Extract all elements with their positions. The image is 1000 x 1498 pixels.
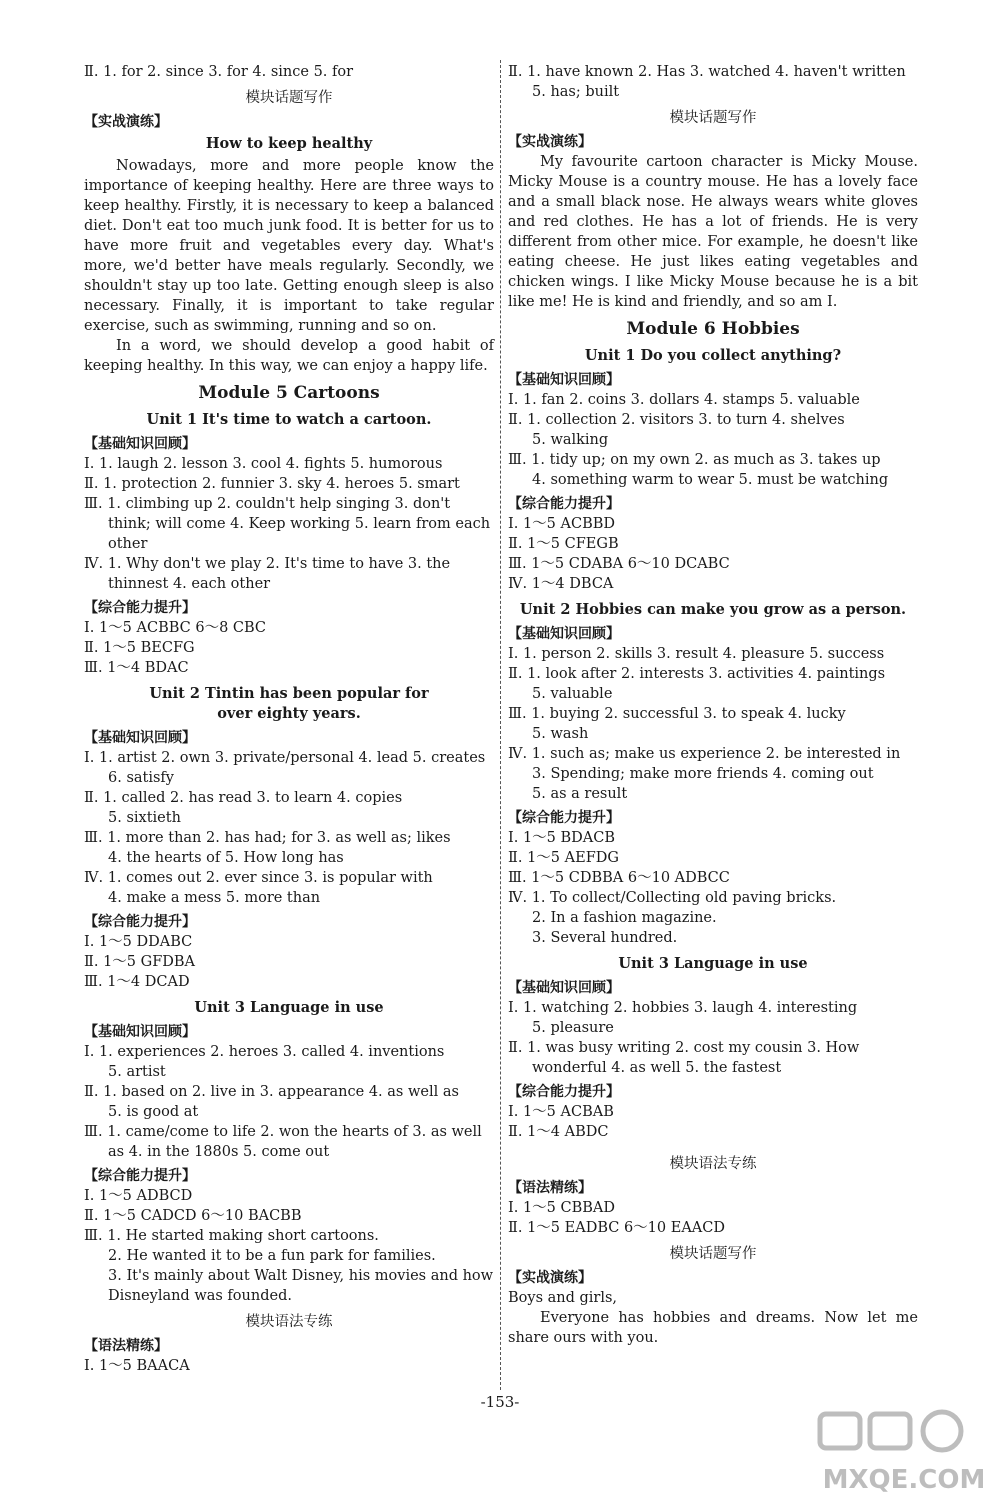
essay-title: How to keep healthy bbox=[205, 135, 373, 152]
answer-line: Ⅲ. 1～4 BDAC bbox=[84, 660, 189, 676]
section-heading-grammar: 模块语法专练 bbox=[245, 1314, 333, 1330]
answer-line: Ⅱ. 1. collection 2. visitors 3. to turn 4. shelves bbox=[508, 412, 845, 428]
unit-title: Unit 3 Language in use bbox=[194, 999, 384, 1016]
comprehensive-heading: 【综合能力提升】 bbox=[84, 1168, 196, 1184]
practice-heading: 【实战演练】 bbox=[508, 134, 592, 150]
answer-line: Ⅰ. 1～5 ACBAB bbox=[508, 1104, 614, 1120]
answer-line: Ⅰ. 1～5 BDACB bbox=[508, 830, 616, 846]
left-column bbox=[84, 62, 494, 1376]
answer-line: 5. artist bbox=[108, 1064, 166, 1080]
answer-line: 5. walking bbox=[532, 432, 609, 448]
basic-knowledge-heading: 【基础知识回顾】 bbox=[84, 436, 196, 452]
answer-line: Ⅰ. 1～5 ACBBD bbox=[508, 516, 616, 532]
unit-title: over eighty years. bbox=[217, 705, 361, 722]
practice-heading: 【实战演练】 bbox=[84, 114, 168, 130]
answer-line: 5. as a result bbox=[532, 786, 628, 802]
right-column bbox=[508, 62, 918, 1348]
comprehensive-heading: 【综合能力提升】 bbox=[508, 810, 620, 826]
answer-line: Ⅰ. 1～5 BAACA bbox=[84, 1358, 190, 1374]
answer-line: Ⅱ. 1～4 ABDC bbox=[508, 1124, 609, 1140]
unit-title: Unit 2 Hobbies can make you grow as a person. bbox=[519, 601, 907, 618]
answer-line: 5. pleasure bbox=[532, 1020, 614, 1036]
answer-line: think; will come 4. Keep working 5. learn from each bbox=[108, 516, 491, 532]
answer-line: 5. has; built bbox=[532, 84, 620, 100]
section-heading-grammar: 模块语法专练 bbox=[669, 1156, 757, 1172]
answer-line: as 4. in the 1880s 5. come out bbox=[108, 1144, 330, 1160]
answer-line: Ⅲ. 1. He started making short cartoons. bbox=[84, 1228, 379, 1244]
answer-line: 5. sixtieth bbox=[108, 810, 181, 826]
answer-line: Ⅰ. 1～5 ACBBC 6～8 CBC bbox=[84, 620, 267, 636]
essay-paragraph: In a word, we should develop a good habit of keeping healthy. In this way, we can enjoy a happy life. bbox=[84, 338, 494, 374]
basic-knowledge-heading: 【基础知识回顾】 bbox=[508, 626, 620, 642]
essay-paragraph: Nowadays, more and more people know the importance of keeping healthy. Here are three ways to keep healthy. Firstly, it is necessary to keep a balanced diet. Don't eat too much junk food. It is better for us to have more fruit and vegetables every day. What's more, we'd better have meals regularly. Secondly, we shouldn't stay up too late. Getting enough sleep is also necessary. Finally, it is important to take regular exercise, such as swimming, running and so on. bbox=[84, 158, 494, 334]
module-title: Module 5 Cartoons bbox=[198, 383, 380, 403]
answer-line: Ⅰ. 1. watching 2. hobbies 3. laugh 4. interesting bbox=[508, 1000, 858, 1016]
answer-line: Ⅰ. 1. fan 2. coins 3. dollars 4. stamps 5. valuable bbox=[508, 392, 860, 408]
comprehensive-heading: 【综合能力提升】 bbox=[84, 600, 196, 616]
essay-paragraph: My favourite cartoon character is Micky Mouse. Micky Mouse is a country mouse. He has a lovely face and a small black nose. He always wears white gloves and red clothes. He has a lot of friends. He is very different from other mice. For example, he doesn't like eating cheese. He just likes eating vegetables and chicken wings. I like Micky Mouse because he is a bit like me! He is kind and friendly, and so am I. bbox=[508, 154, 918, 310]
comprehensive-heading: 【综合能力提升】 bbox=[508, 1084, 620, 1100]
answer-line: 3. Spending; make more friends 4. coming out bbox=[532, 766, 874, 782]
answer-line: 4. make a mess 5. more than bbox=[108, 890, 321, 906]
unit-title: Unit 3 Language in use bbox=[618, 955, 808, 972]
answer-line: Ⅳ. 1. comes out 2. ever since 3. is popular with bbox=[84, 870, 433, 886]
answer-line: Ⅰ. 1～5 DDABC bbox=[84, 934, 193, 950]
answer-line: Ⅱ. 1. based on 2. live in 3. appearance 4. as well as bbox=[84, 1084, 459, 1100]
answer-line: 2. In a fashion magazine. bbox=[532, 910, 717, 926]
unit-title: Unit 2 Tintin has been popular for bbox=[149, 685, 429, 702]
answer-line: Ⅰ. 1. person 2. skills 3. result 4. pleasure 5. success bbox=[508, 646, 885, 662]
watermark-logo bbox=[808, 1408, 996, 1494]
answer-line: Ⅱ. 1～5 AEFDG bbox=[508, 850, 619, 866]
basic-knowledge-heading: 【基础知识回顾】 bbox=[84, 730, 196, 746]
answer-line: Ⅱ. 1. have known 2. Has 3. watched 4. haven't written bbox=[508, 64, 906, 80]
answer-line: Ⅳ. 1. Why don't we play 2. It's time to have 3. the bbox=[84, 556, 451, 572]
answer-line: Ⅱ. 1～5 EADBC 6～10 EAACD bbox=[508, 1220, 725, 1236]
comprehensive-heading: 【综合能力提升】 bbox=[508, 496, 620, 512]
answer-line: Ⅰ. 1. laugh 2. lesson 3. cool 4. fights 5. humorous bbox=[84, 456, 443, 472]
answer-line: 5. is good at bbox=[108, 1104, 199, 1120]
essay-line: Boys and girls, bbox=[508, 1290, 618, 1306]
answer-line: 6. satisfy bbox=[108, 770, 174, 786]
answer-line: Ⅱ. 1. for 2. since 3. for 4. since 5. for bbox=[84, 64, 354, 80]
essay-paragraph: Everyone has hobbies and dreams. Now let me share ours with you. bbox=[508, 1310, 918, 1346]
answer-line: Ⅰ. 1. experiences 2. heroes 3. called 4. inventions bbox=[84, 1044, 445, 1060]
basic-knowledge-heading: 【基础知识回顾】 bbox=[508, 980, 620, 996]
answer-line: Ⅲ. 1. came/come to life 2. won the hearts of 3. as well bbox=[84, 1124, 482, 1140]
answer-line: Ⅱ. 1～5 CADCD 6～10 BACBB bbox=[84, 1208, 302, 1224]
section-heading-writing: 模块话题写作 bbox=[669, 1246, 757, 1262]
answer-line: thinnest 4. each other bbox=[108, 576, 271, 592]
answer-line: Ⅲ. 1. tidy up; on my own 2. as much as 3. takes up bbox=[508, 452, 881, 468]
page-number: -153- bbox=[480, 1393, 520, 1411]
answer-line: Ⅲ. 1～4 DCAD bbox=[84, 974, 190, 990]
answer-line: 3. It's mainly about Walt Disney, his movies and how bbox=[108, 1268, 494, 1284]
answer-line: Ⅱ. 1. called 2. has read 3. to learn 4. copies bbox=[84, 790, 403, 806]
answer-line: Ⅲ. 1～5 CDABA 6～10 DCABC bbox=[508, 556, 730, 572]
answer-line: Ⅳ. 1～4 DBCA bbox=[508, 576, 614, 592]
answer-line: 5. wash bbox=[532, 726, 589, 742]
answer-line: Ⅲ. 1～5 CDBBA 6～10 ADBCC bbox=[508, 870, 730, 886]
grammar-practice-heading: 【语法精练】 bbox=[84, 1338, 168, 1354]
answer-line: 2. He wanted it to be a fun park for families. bbox=[108, 1248, 436, 1264]
answer-line: Ⅳ. 1. To collect/Collecting old paving bricks. bbox=[508, 890, 837, 906]
answer-line: wonderful 4. as well 5. the fastest bbox=[532, 1060, 782, 1076]
answer-line: Ⅱ. 1. look after 2. interests 3. activities 4. paintings bbox=[508, 666, 886, 682]
comprehensive-heading: 【综合能力提升】 bbox=[84, 914, 196, 930]
watermark-text: MXQE.COM bbox=[822, 1465, 986, 1494]
answer-line: Ⅲ. 1. climbing up 2. couldn't help singing 3. don't bbox=[84, 496, 451, 512]
answer-line: 3. Several hundred. bbox=[532, 930, 678, 946]
answer-line: Ⅱ. 1～5 BECFG bbox=[84, 640, 195, 656]
answer-line: Ⅳ. 1. such as; make us experience 2. be interested in bbox=[508, 746, 901, 762]
section-heading-writing: 模块话题写作 bbox=[245, 90, 333, 106]
module-title: Module 6 Hobbies bbox=[626, 319, 800, 339]
answer-line: Ⅰ. 1. artist 2. own 3. private/personal 4. lead 5. creates bbox=[84, 750, 486, 766]
answer-line: 4. something warm to wear 5. must be watching bbox=[532, 472, 889, 488]
basic-knowledge-heading: 【基础知识回顾】 bbox=[508, 372, 620, 388]
answer-line: Ⅲ. 1. buying 2. successful 3. to speak 4. lucky bbox=[508, 706, 846, 722]
column-divider bbox=[500, 60, 501, 1390]
answer-line: Ⅱ. 1. was busy writing 2. cost my cousin 3. How bbox=[508, 1040, 860, 1056]
answer-line: other bbox=[108, 536, 148, 552]
answer-line: Ⅰ. 1～5 CBBAD bbox=[508, 1200, 616, 1216]
answer-line: 4. the hearts of 5. How long has bbox=[108, 850, 344, 866]
answer-line: Ⅲ. 1. more than 2. has had; for 3. as well as; likes bbox=[84, 830, 451, 846]
unit-title: Unit 1 Do you collect anything? bbox=[584, 347, 842, 364]
section-heading-writing: 模块话题写作 bbox=[669, 110, 757, 126]
answer-line: Disneyland was founded. bbox=[108, 1288, 292, 1304]
answer-line: Ⅱ. 1～5 GFDBA bbox=[84, 954, 196, 970]
unit-title: Unit 1 It's time to watch a cartoon. bbox=[146, 411, 432, 428]
grammar-practice-heading: 【语法精练】 bbox=[508, 1180, 592, 1196]
answer-line: Ⅰ. 1～5 ADBCD bbox=[84, 1188, 193, 1204]
basic-knowledge-heading: 【基础知识回顾】 bbox=[84, 1024, 196, 1040]
watermark-logo-icon bbox=[808, 1408, 996, 1494]
answer-line: 5. valuable bbox=[532, 686, 613, 702]
practice-heading: 【实战演练】 bbox=[508, 1270, 592, 1286]
answer-line: Ⅱ. 1. protection 2. funnier 3. sky 4. heroes 5. smart bbox=[84, 476, 460, 492]
answer-line: Ⅱ. 1～5 CFEGB bbox=[508, 536, 619, 552]
